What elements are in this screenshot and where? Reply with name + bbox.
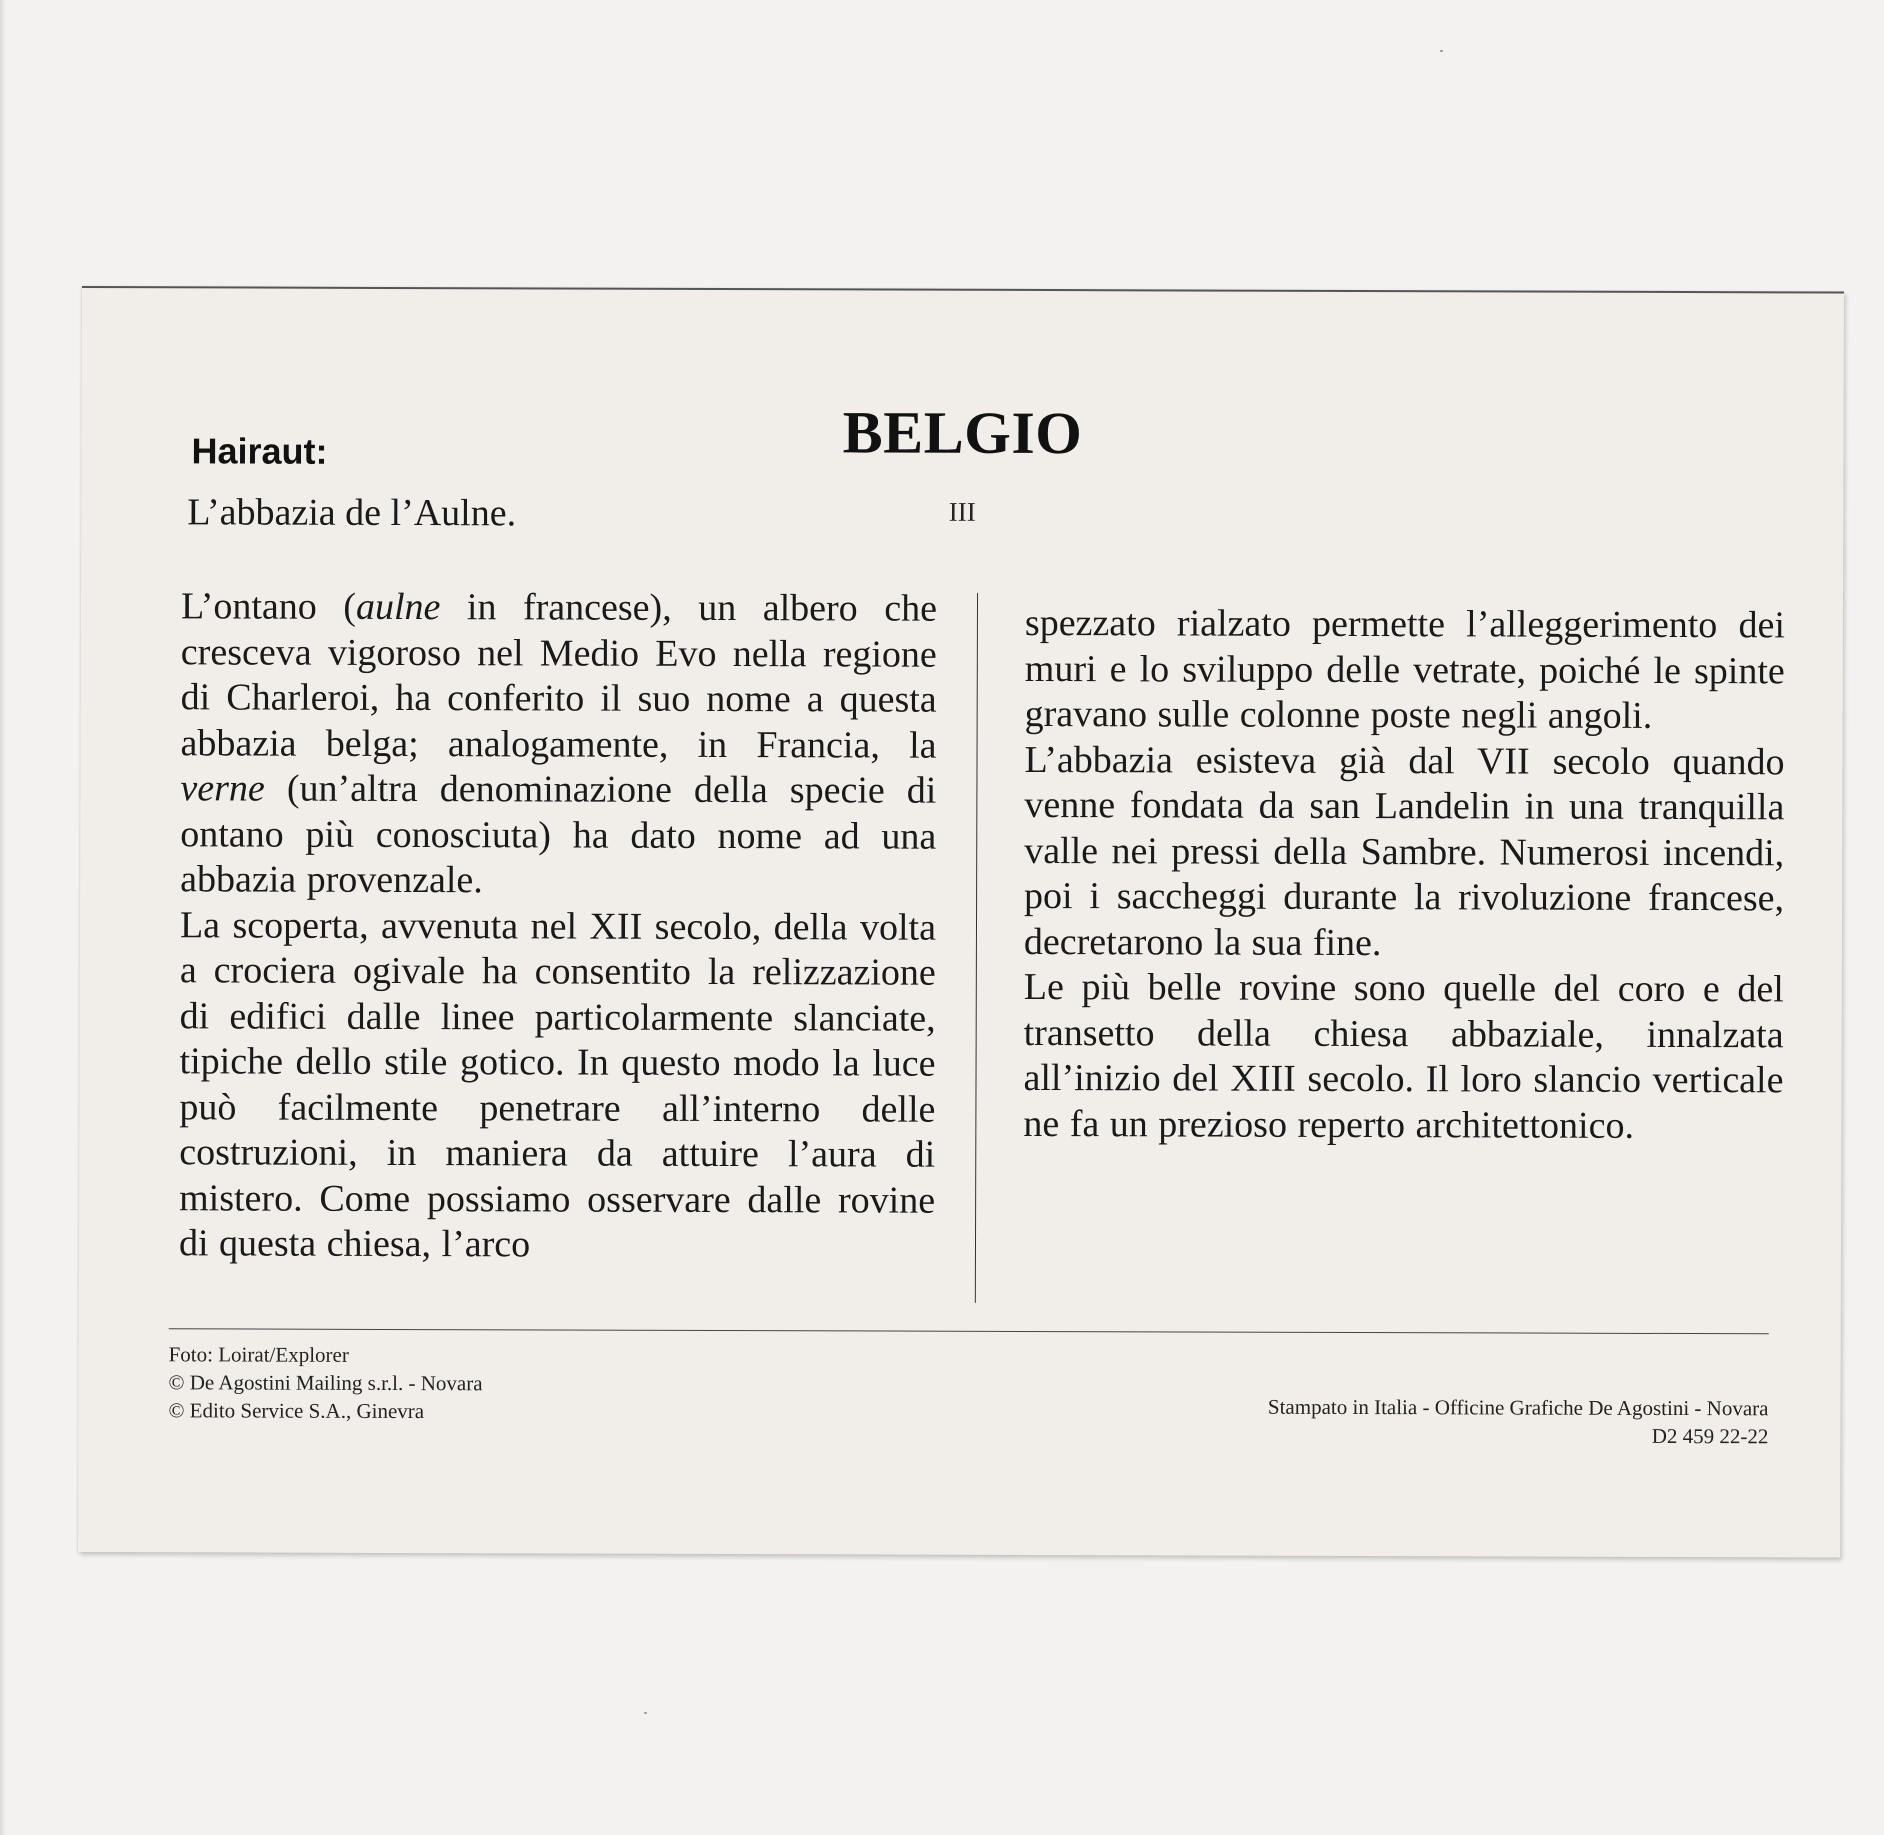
right-paragraph-2: L’abbazia esisteva già dal VII secolo quando venne fondata da san Landelin in una tranquilla valle nei pressi della Sambre. Numerosi incendi, poi i saccheggi durante la rivoluzione francese, decretarono la sua fine. [1023,738,1785,964]
dust-speck [644,1712,647,1714]
dust-speck [1440,50,1443,52]
right-paragraph-3: Le più belle rovine sono quelle del coro e del transetto della chiesa abbaziale, innalzata all’inizio del XIII secolo. Il loro slancio verticale ne fa un prezioso reperto architettonico. [1023,965,1784,1147]
card-title: BELGIO [842,399,1083,467]
region-label: Hairaut: [191,430,328,472]
left-column [179,584,937,1269]
printer-line: Stampato in Italia - Officine Grafiche De Agostini - Novara [1267,1394,1769,1421]
card-number: III [948,496,976,527]
card-subtitle: L’abbazia de l’Aulne. [187,491,517,535]
copyright-line: © De Agostini Mailing s.r.l. - Novara [168,1370,483,1396]
credits-block [168,1340,482,1425]
info-card [78,286,1844,1558]
italic-term: verne [180,767,265,810]
text-run: L’ontano ( [180,585,357,628]
copyright-line: © Edito Service S.A., Ginevra [168,1398,425,1424]
right-column [1023,601,1785,1149]
page-edge [0,0,6,1835]
print-info-block [1268,1393,1769,1451]
left-paragraph-2: La scoperta, avvenuta nel XII secolo, della volta a crociera ogivale ha consentito la relizzazione di edifici dalle linee particolarmente slanciate, tipiche dello stile gotico. In questo modo la luce può facilmente penetrare all’interno delle costruzioni, in maniera da attuire l’aura di mistero. Come possiamo osservare dalle rovine di questa chiesa, l’arco [178,903,937,1266]
text-run: in francese), un albero che cresceva vigoroso nel Medio Evo nella regione di Charleroi, ha conferito il suo nome a questa abbazia belga; analogamente, in Francia, la [180,586,938,767]
left-paragraph-1 [180,584,937,905]
footer-divider [169,1328,1769,1334]
photo-credit: Foto: Loirat/Explorer [168,1342,349,1367]
italic-term: aulne [355,585,441,629]
product-code: D2 459 22-22 [1651,1423,1769,1449]
text-run: (un’altra denominazione della specie di ontano più conosciuta) ha dato nome ad una abbazia provenzale. [180,767,937,902]
right-paragraph-1: spezzato rialzato permette l’alleggerimento dei muri e lo sviluppo delle vetrate, poiché le spinte gravano sulle colonne poste negli angoli. [1024,601,1786,737]
column-divider [975,593,978,1303]
